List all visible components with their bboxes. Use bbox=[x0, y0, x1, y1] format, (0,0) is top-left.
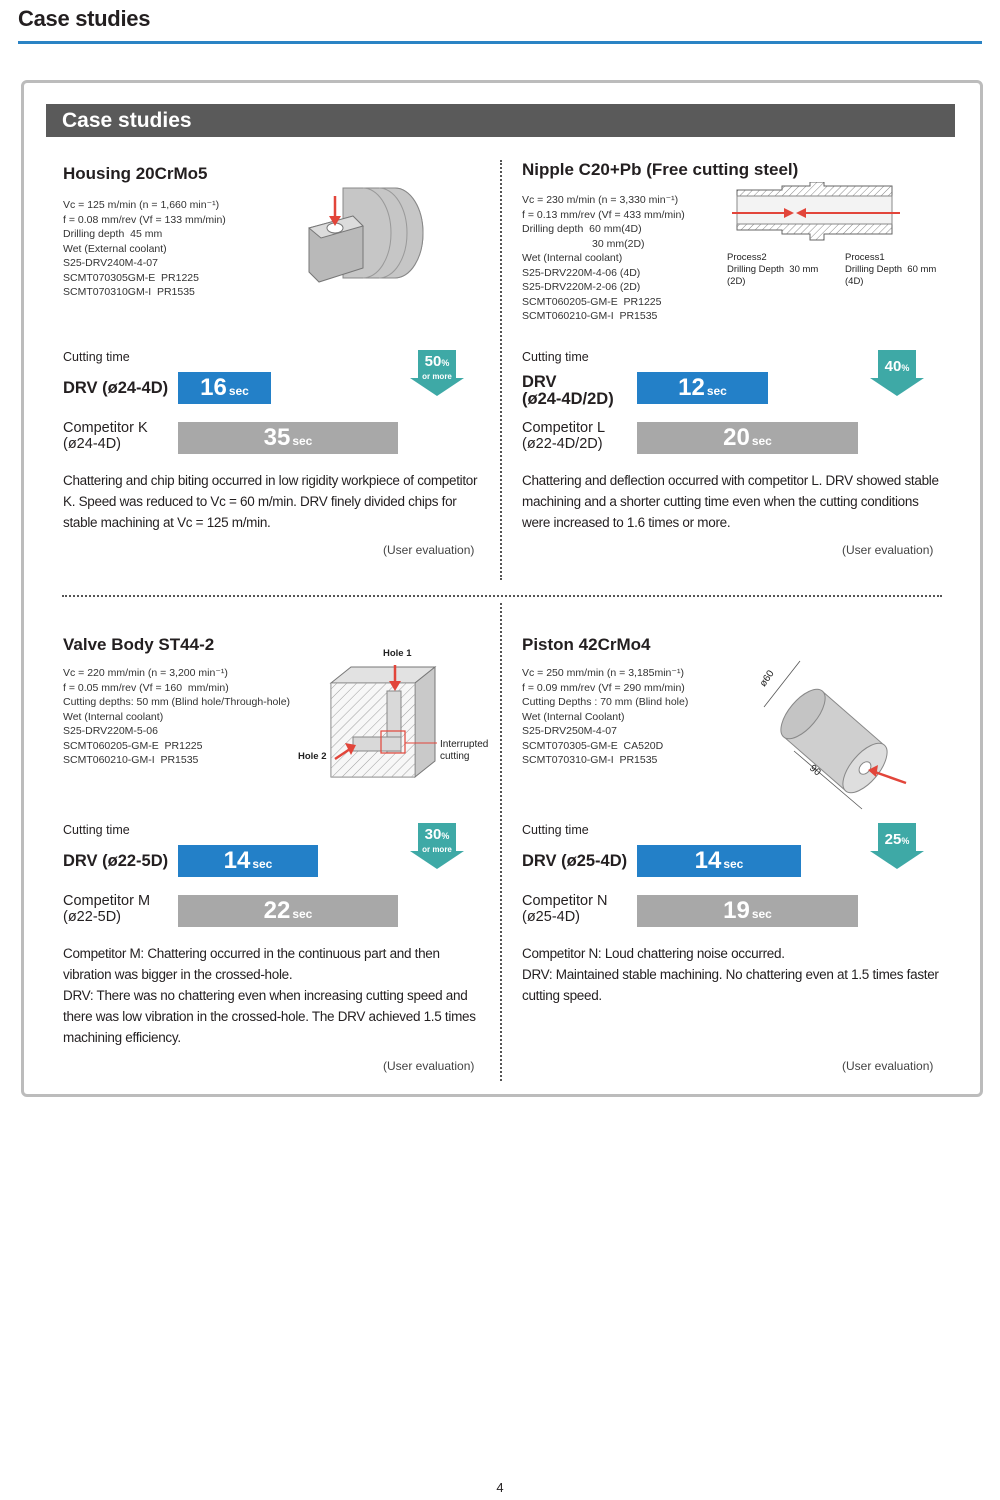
case-specs: Vc = 230 m/min (n = 3,330 min⁻¹) f = 0.13 mm/rev (Vf = 433 mm/min) Drilling depth 60 mm(4D) 30 mm(2D) Wet (Internal coolant) S25-DRV220M-4-06 (4D) S25-DRV220M-2-06 (2D) SCMT060205-GM-E PR1225 SCMT060210-GM-I PR1535 bbox=[522, 194, 685, 322]
drv-time-bar bbox=[178, 372, 271, 404]
drv-time-value: 12 bbox=[678, 374, 705, 401]
diameter-dimension: ø60 bbox=[757, 668, 777, 689]
competitor-time-bar bbox=[637, 895, 858, 927]
competitor-time-unit: sec bbox=[292, 434, 313, 448]
reduction-badge bbox=[870, 350, 924, 396]
competitor-time-bar bbox=[178, 895, 398, 927]
cutting-time-label: Cutting time bbox=[63, 823, 130, 837]
nipple-illustration bbox=[732, 182, 902, 244]
housing-illustration bbox=[303, 178, 433, 290]
reduction-value: 25 bbox=[884, 831, 902, 848]
reduction-badge bbox=[410, 823, 464, 869]
competitor-time-value: 35 bbox=[263, 424, 291, 451]
hole2-label: Hole 2 bbox=[298, 751, 327, 762]
hole1-label: Hole 1 bbox=[383, 648, 412, 659]
reduction-value: 40 bbox=[884, 358, 902, 375]
length-dimension: 90 bbox=[807, 762, 823, 779]
drv-time-bar bbox=[637, 372, 768, 404]
drv-time-value: 14 bbox=[694, 847, 722, 874]
case-valve-body bbox=[63, 633, 503, 1078]
competitor-time-bar bbox=[637, 422, 858, 454]
reduction-unit: % bbox=[901, 836, 910, 846]
cutting-time-label: Cutting time bbox=[522, 823, 589, 837]
process1-label: Process1 Drilling Depth 60 mm (4D) bbox=[845, 252, 937, 287]
competitor-label: Competitor N (ø25-4D) bbox=[522, 893, 608, 925]
reduction-unit: % bbox=[901, 363, 910, 373]
user-evaluation: (User evaluation) bbox=[383, 1059, 475, 1073]
competitor-label: Competitor L (ø22-4D/2D) bbox=[522, 420, 606, 452]
reduction-value: 50 bbox=[424, 353, 442, 370]
drv-label: DRV (ø22-5D) bbox=[63, 852, 169, 870]
page-header: Case studies bbox=[18, 6, 151, 31]
competitor-label: Competitor K (ø24-4D) bbox=[63, 420, 148, 452]
drv-label: DRV (ø24-4D/2D) bbox=[522, 373, 614, 408]
competitor-time-value: 22 bbox=[263, 897, 291, 924]
case-title: Housing 20CrMo5 bbox=[63, 164, 208, 183]
case-specs: Vc = 125 m/min (n = 1,660 min⁻¹) f = 0.08 mm/rev (Vf = 133 mm/min) Drilling depth 45 mm Wet (External coolant) S25-DRV240M-4-07 SCMT070305GM-E PR1225 SCMT070310GM-I PR1535 bbox=[63, 199, 226, 298]
drv-time-unit: sec bbox=[723, 857, 744, 871]
horizontal-divider bbox=[62, 595, 942, 597]
interrupted-cutting-label: Interrupted cutting bbox=[440, 739, 489, 762]
case-piston bbox=[522, 633, 962, 1078]
drv-time-bar bbox=[178, 845, 318, 877]
header-rule bbox=[18, 41, 982, 44]
drv-time-unit: sec bbox=[252, 857, 273, 871]
reduction-badge bbox=[870, 823, 924, 869]
competitor-time-value: 20 bbox=[723, 424, 750, 451]
case-description: Chattering and deflection occurred with competitor L. DRV showed stable machining and a shorter cutting time even when the cutting conditions were increased to 1.6 times or more. bbox=[522, 473, 939, 530]
valve-body-illustration bbox=[329, 661, 439, 781]
competitor-time-unit: sec bbox=[751, 434, 772, 448]
drv-label: DRV (ø24-4D) bbox=[63, 379, 169, 397]
case-title: Piston 42CrMo4 bbox=[522, 635, 651, 654]
competitor-time-unit: sec bbox=[751, 907, 772, 921]
drv-time-value: 16 bbox=[200, 374, 227, 401]
reduction-unit: % bbox=[441, 358, 450, 368]
reduction-note: or more bbox=[422, 372, 452, 381]
case-description: Chattering and chip biting occurred in low rigidity workpiece of competitor K. Speed was reduced to Vc = 60 m/min. DRV finely divided chips for stable machining at Vc = 125 m/min. bbox=[63, 473, 478, 530]
case-title: Nipple C20+Pb (Free cutting steel) bbox=[522, 160, 799, 179]
case-specs: Vc = 250 mm/min (n = 3,185min⁻¹) f = 0.09 mm/rev (Vf = 290 mm/min) Cutting Depths : 70 mm (Blind hole) Wet (Internal Coolant) S25-DRV250M-4-07 SCMT070305-GM-E CA520D SCMT070310-GM-I PR1535 bbox=[522, 667, 689, 766]
reduction-note: or more bbox=[422, 845, 452, 854]
case-description: Competitor M: Chattering occurred in the continuous part and then vibration was bigger in the crossed-hole. DRV: There was no chattering even when increasing cutting speed and there was low vibration in the crossed-hole. The DRV achieved 1.5 times machining efficiency. bbox=[63, 946, 476, 1045]
competitor-time-unit: sec bbox=[292, 907, 313, 921]
page-number: 4 bbox=[496, 1480, 504, 1495]
reduction-badge bbox=[410, 350, 464, 396]
process2-label: Process2 Drilling Depth 30 mm (2D) bbox=[727, 252, 819, 287]
reduction-unit: % bbox=[441, 831, 450, 841]
drv-time-bar bbox=[637, 845, 801, 877]
competitor-time-bar bbox=[178, 422, 398, 454]
cutting-time-label: Cutting time bbox=[63, 350, 130, 364]
case-title: Valve Body ST44-2 bbox=[63, 635, 215, 654]
reduction-value: 30 bbox=[424, 826, 442, 843]
case-nipple bbox=[522, 160, 962, 570]
user-evaluation: (User evaluation) bbox=[383, 543, 475, 557]
drv-time-unit: sec bbox=[228, 384, 249, 398]
cutting-time-label: Cutting time bbox=[522, 350, 589, 364]
case-description: Competitor N: Loud chattering noise occurred. DRV: Maintained stable machining. No chattering even at 1.5 times faster cutting speed. bbox=[522, 946, 939, 1003]
competitor-label: Competitor M (ø22-5D) bbox=[63, 893, 151, 925]
case-studies-banner: Case studies bbox=[46, 104, 955, 137]
drv-label: DRV (ø25-4D) bbox=[522, 852, 628, 870]
drv-time-value: 14 bbox=[223, 847, 251, 874]
drv-time-unit: sec bbox=[706, 384, 727, 398]
competitor-time-value: 19 bbox=[723, 897, 750, 924]
case-specs: Vc = 220 mm/min (n = 3,200 min⁻¹) f = 0.05 mm/rev (Vf = 160 mm/min) Cutting depths: 50 mm (Blind hole/Through-hole) Wet (Internal coolant) S25-DRV220M-5-06 SCMT060205-GM-E PR1225 SCMT060210-GM-I PR1535 bbox=[63, 667, 291, 766]
user-evaluation: (User evaluation) bbox=[842, 1059, 934, 1073]
user-evaluation: (User evaluation) bbox=[842, 543, 934, 557]
case-housing bbox=[63, 160, 503, 570]
